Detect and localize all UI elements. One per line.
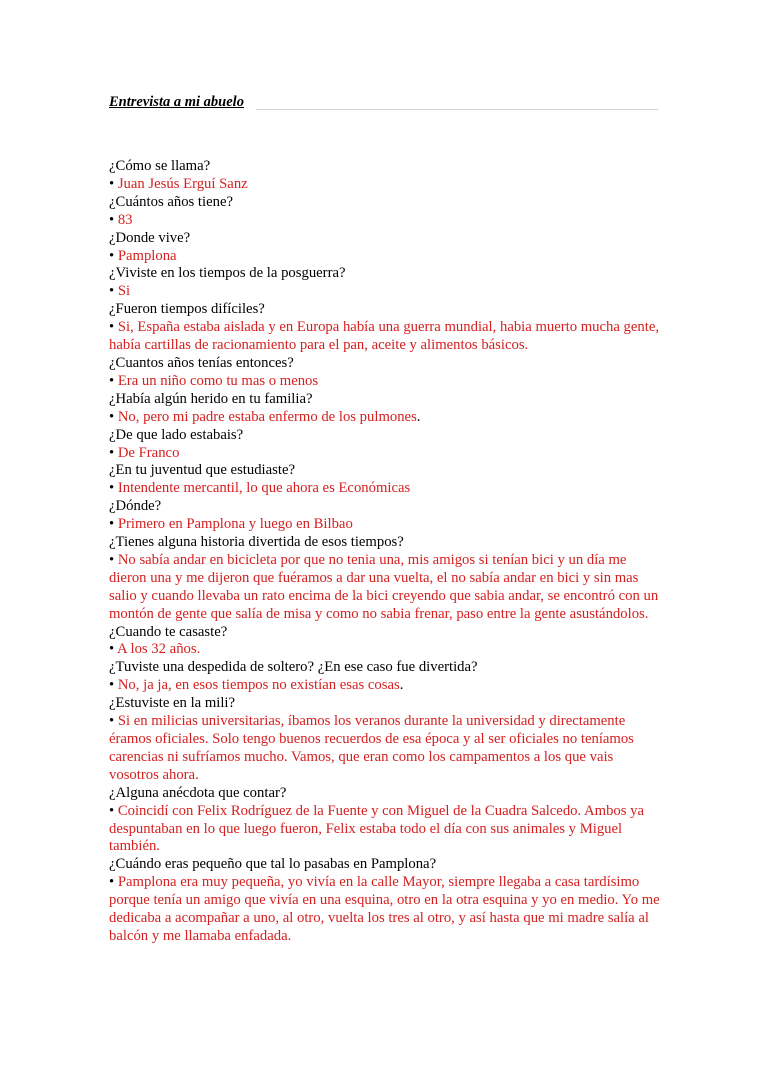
question: ¿Estuviste en la mili? — [109, 695, 236, 712]
answer — [109, 552, 663, 624]
question: ¿Cuántos años tiene? — [109, 193, 233, 210]
answer — [109, 409, 663, 427]
bullet-icon: • — [109, 802, 115, 819]
bullet-icon: • — [109, 713, 115, 730]
bullet-icon: • — [109, 516, 115, 533]
question: ¿Tienes alguna historia divertida de esos tiempos? — [109, 534, 404, 551]
question: ¿Cuando te casaste? — [109, 623, 228, 640]
interview-qa-list — [109, 158, 663, 946]
answer — [109, 176, 663, 194]
answer-text: Si, España estaba aislada y en Europa había una guerra mundial, habia muerto mucha gente, había cartillas de racionamiento para el pan, aceite y alimentos básicos. — [109, 319, 660, 354]
answer-punctuation: . — [416, 408, 421, 425]
bullet-icon: • — [109, 247, 115, 264]
bullet-icon: • — [109, 211, 115, 228]
bullet-icon: • — [109, 444, 115, 461]
answer-punctuation: . — [399, 677, 404, 694]
question: ¿Cuantos años tenías entonces? — [109, 354, 294, 371]
answer — [109, 248, 663, 266]
answer-text: No, pero mi padre estaba enfermo de los pulmones — [117, 408, 417, 425]
answer — [109, 874, 663, 946]
question: ¿Alguna anécdota que contar? — [109, 784, 287, 801]
answer-text: Juan Jesús Erguí Sanz — [117, 175, 248, 192]
question: ¿Donde vive? — [109, 229, 191, 246]
answer-text: Coincidí con Felix Rodríguez de la Fuente y con Miguel de la Cuadra Salcedo. Ambos ya despuntaban en lo que luego fueron, Felix estaba todo el día con sus animales y Miguel también. — [109, 802, 645, 855]
answer-text: No sabía andar en bicicleta por que no tenia una, mis amigos si tenían bici y un día me dieron una y me dijeron que fuéramos a dar una vuelta, el no sabía andar en bici y sin mas salio y cuando llevaba un rato encima de la bici creyendo que sabia andar, se encontró con un montón de gente que salía de misa y como no sabia frenar, paso entre la gente asustándolos. — [109, 551, 659, 622]
bullet-icon: • — [109, 641, 115, 658]
answer — [109, 212, 663, 230]
answer — [109, 373, 663, 391]
answer — [109, 445, 663, 463]
bullet-icon: • — [109, 874, 115, 891]
question: ¿Había algún herido en tu familia? — [109, 390, 313, 407]
answer — [109, 480, 663, 498]
bullet-icon: • — [109, 283, 115, 300]
answer — [109, 641, 663, 659]
bullet-icon: • — [109, 480, 115, 497]
bullet-icon: • — [109, 677, 115, 694]
answer-text: Intendente mercantil, lo que ahora es Económicas — [117, 480, 411, 497]
question: ¿Cómo se llama? — [109, 158, 211, 174]
answer-text: Era un niño como tu mas o menos — [117, 372, 319, 389]
answer — [109, 516, 663, 534]
answer — [109, 803, 663, 857]
question: ¿Fueron tiempos difíciles? — [109, 301, 265, 318]
answer-text: Pamplona — [117, 247, 177, 264]
answer-text: No, ja ja, en esos tiempos no existían esas cosas — [117, 677, 400, 694]
question: ¿Dónde? — [109, 498, 162, 515]
question: ¿Cuándo eras pequeño que tal lo pasabas en Pamplona? — [109, 856, 437, 873]
answer — [109, 283, 663, 301]
answer-text: Si — [117, 283, 131, 300]
answer — [109, 319, 663, 355]
title-underline-rule — [256, 109, 658, 110]
answer — [109, 713, 663, 785]
bullet-icon: • — [109, 551, 115, 568]
answer-text: A los 32 años. — [117, 641, 201, 658]
question: ¿En tu juventud que estudiaste? — [109, 462, 295, 479]
answer-text: Pamplona era muy pequeña, yo vivía en la calle Mayor, siempre llegaba a casa tardísimo porque tenía un amigo que vivía en una esquina, otro en la otra esquina y yo en medio. Yo me dedicaba a acompañar a uno, al otro, vuelta los tres al otro, y así hasta que mi madre salía al balcón y me llamaba enfadada. — [109, 874, 660, 944]
answer-text: Primero en Pamplona y luego en Bilbao — [117, 516, 353, 533]
answer-text: Si en milicias universitarias, íbamos los veranos durante la universidad y directamente éramos oficiales. Solo tengo buenos recuerdos de esa época y al ser oficiales no teníamos carencias ni sufríamos mucho. Vamos, que eran como los campamentos a los que vais vosotros ahora. — [109, 713, 634, 783]
answer-text: De Franco — [117, 444, 180, 461]
bullet-icon: • — [109, 408, 115, 425]
question: ¿Viviste en los tiempos de la posguerra? — [109, 265, 346, 282]
answer-text: 83 — [117, 211, 133, 228]
question: ¿Tuviste una despedida de soltero? ¿En ese caso fue divertida? — [109, 659, 478, 676]
document-title: Entrevista a mi abuelo — [109, 94, 244, 110]
bullet-icon: • — [109, 319, 115, 336]
bullet-icon: • — [109, 175, 115, 192]
answer — [109, 677, 663, 695]
bullet-icon: • — [109, 372, 115, 389]
question: ¿De que lado estabais? — [109, 426, 244, 443]
